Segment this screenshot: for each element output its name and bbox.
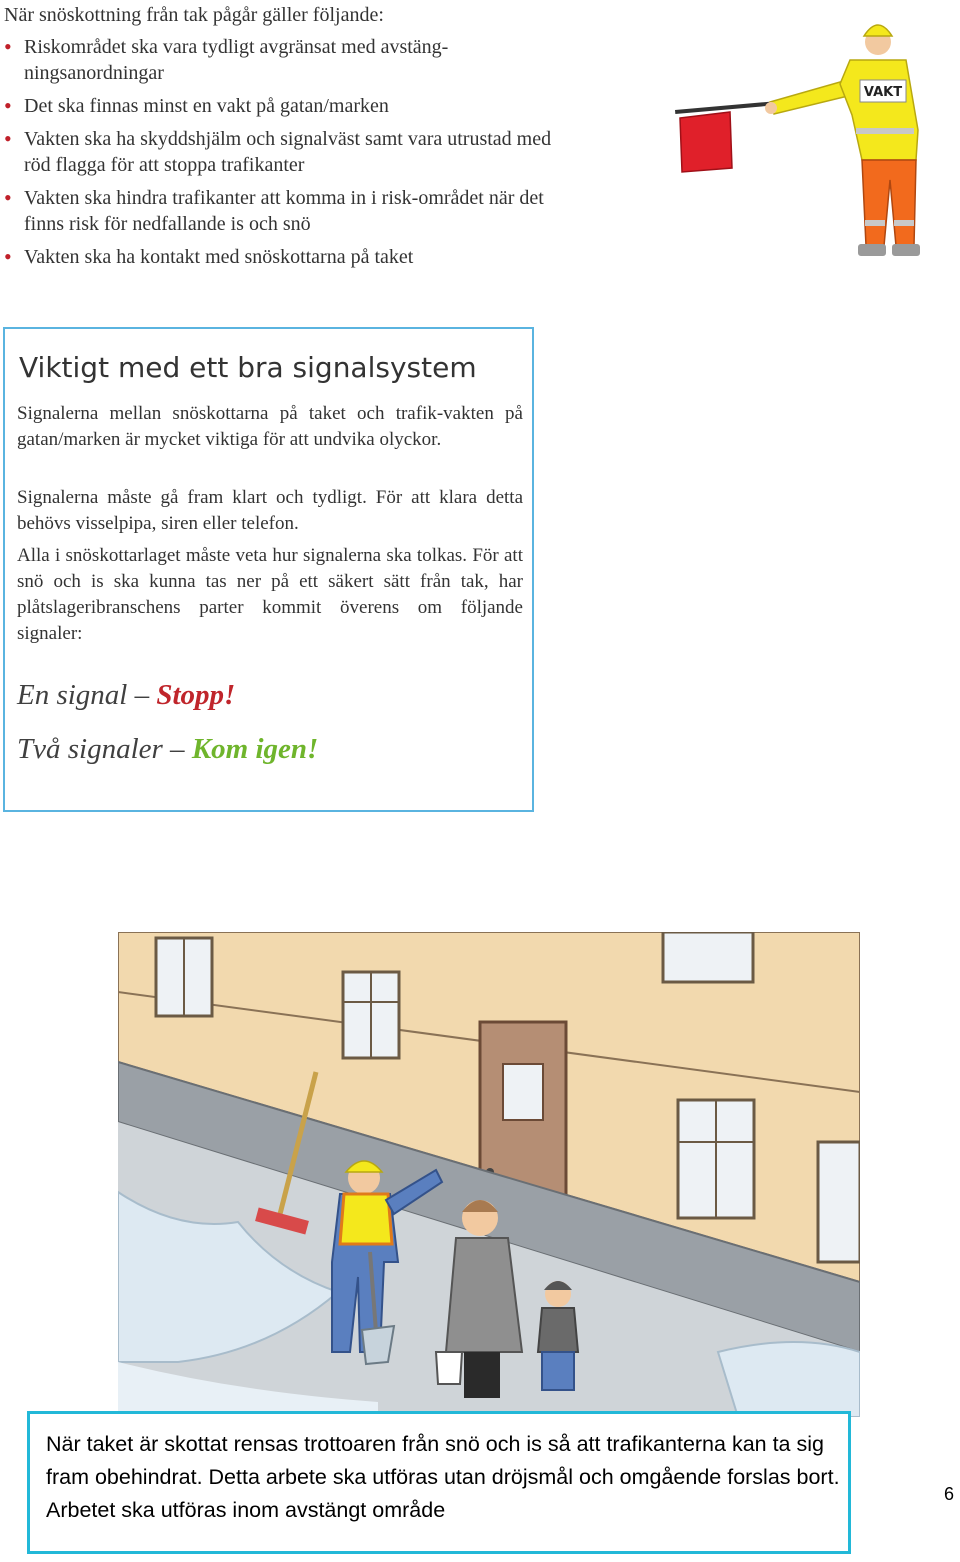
signal-one-line <box>17 679 235 712</box>
signal-paragraph: Alla i snöskottarlaget måste veta hur signalerna ska tolkas. För att snö och is ska kunna tas ner på ett säkert sätt från tak, har plåtslageribranschens parter kommit överens om följande signaler: <box>17 545 523 644</box>
rule-item: • Vakten ska hindra trafikanter att komma in i risk-området när det finns risk för nedfallande is och snö <box>0 185 560 237</box>
child-legs <box>542 1352 574 1390</box>
helmet-icon <box>864 25 892 36</box>
snow-pile <box>718 1342 860 1417</box>
worker-vest <box>340 1194 392 1244</box>
guard-jacket <box>840 60 918 160</box>
guard-trousers <box>862 160 916 246</box>
flag-pole <box>675 102 770 114</box>
vest-label: VAKT <box>863 85 903 100</box>
woman-legs <box>464 1352 500 1398</box>
intro-heading: När snöskottning från tak pågår gäller följande: <box>4 4 384 26</box>
guard-hand <box>765 102 777 114</box>
rules-list <box>0 34 560 277</box>
signal-paragraph: Signalerna mellan snöskottarna på taket och trafik-vakten på gatan/marken är mycket viktiga för att undvika olyckor. <box>17 403 523 450</box>
guard-arm <box>770 82 848 114</box>
rule-item: • Riskområdet ska vara tydligt avgränsat med avstäng-ningsanordningar <box>0 34 560 86</box>
page-number: 6 <box>944 1484 955 1504</box>
jacket-reflective-band <box>856 128 914 134</box>
trouser-reflective-band <box>865 220 885 226</box>
building-window <box>818 1142 860 1262</box>
signal-go-word: Kom igen! <box>191 733 319 765</box>
signal-system-title: Viktigt med ett bra signalsystem <box>19 351 477 384</box>
signal-one-prefix: En signal – <box>17 679 157 711</box>
shopping-bag <box>436 1352 462 1384</box>
woman-coat <box>446 1238 522 1352</box>
trouser-reflective-band <box>894 220 914 226</box>
caption-box <box>27 1411 851 1554</box>
shovel-blade <box>362 1326 394 1364</box>
signal-paragraph: Signalerna måste gå fram klart och tydligt. För att klara detta behövs visselpipa, siren eller telefon. <box>17 487 523 534</box>
rule-item: • Det ska finnas minst en vakt på gatan/marken <box>0 93 560 119</box>
rule-item: • Vakten ska ha skyddshjälm och signalväst samt vara utrustad med röd flagga för att stoppa trafikanter <box>0 126 560 178</box>
guard-boot <box>892 244 920 256</box>
building-window <box>663 932 753 982</box>
signal-system-box <box>3 327 534 812</box>
caption-text: När taket är skottat rensas trottoaren från snö och is så att trafikanterna kan ta sig fram obehindrat. Detta arbete ska utföras utan dröjsmål och omgående forslas bort. Arbetet ska utföras inom avstängt område <box>46 1432 840 1522</box>
street-clearing-illustration <box>118 932 860 1417</box>
child-jacket <box>538 1308 578 1352</box>
signal-stop-word: Stopp! <box>156 679 236 711</box>
red-flag <box>680 112 732 172</box>
guard-boot <box>858 244 886 256</box>
signal-two-prefix: Två signaler – <box>17 733 192 765</box>
rule-item: • Vakten ska ha kontakt med snöskottarna på taket <box>0 244 560 270</box>
door-window <box>503 1064 543 1120</box>
guard-with-flag-illustration <box>670 10 930 265</box>
signal-two-line <box>17 733 318 766</box>
